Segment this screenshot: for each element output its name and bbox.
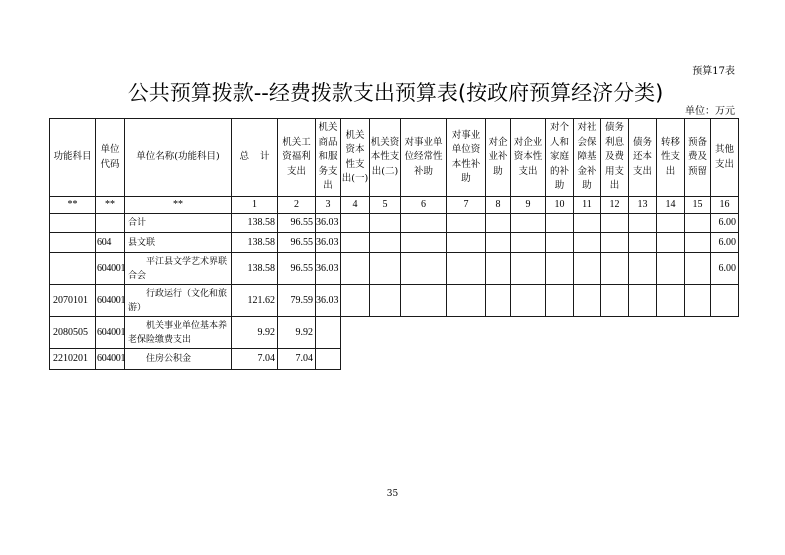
column-index: 12 (601, 197, 629, 214)
amount-cell (629, 233, 657, 253)
amount-cell (401, 233, 447, 253)
unit-code-cell (96, 214, 125, 233)
amount-cell (657, 285, 685, 317)
table-header (50, 119, 739, 214)
amount-cell (546, 317, 574, 349)
amount-cell (401, 317, 447, 349)
total-cell: 7.04 (232, 349, 278, 370)
amount-cell (657, 233, 685, 253)
column-header: 对个人和家庭的补助 (546, 119, 574, 197)
column-index: 16 (711, 197, 739, 214)
amount-cell (574, 285, 601, 317)
amount-cell (511, 349, 546, 370)
amount-cell (685, 233, 711, 253)
amount-cell: 36.03 (316, 214, 341, 233)
function-code-cell: 2210201 (50, 349, 96, 370)
column-index: 8 (486, 197, 511, 214)
amount-cell: 6.00 (711, 214, 739, 233)
amount-cell (341, 253, 370, 285)
unit-name-cell: 平江县文学艺术界联合会 (125, 253, 232, 285)
amount-cell (370, 317, 401, 349)
amount-cell: 6.00 (711, 253, 739, 285)
amount-cell (657, 253, 685, 285)
amount-cell: 96.55 (278, 233, 316, 253)
amount-cell (370, 233, 401, 253)
unit-code-cell: 604001 (96, 285, 125, 317)
amount-cell (486, 349, 511, 370)
amount-cell (370, 349, 401, 370)
amount-cell (629, 349, 657, 370)
unit-code-cell: 604 (96, 233, 125, 253)
column-header: 对企业补助 (486, 119, 511, 197)
total-cell: 138.58 (232, 253, 278, 285)
column-header: 单位代码 (96, 119, 125, 197)
column-index: 14 (657, 197, 685, 214)
column-index: 1 (232, 197, 278, 214)
unit-code-cell: 604001 (96, 317, 125, 349)
table-row (50, 317, 739, 349)
amount-cell (401, 285, 447, 317)
amount-cell (401, 214, 447, 233)
amount-cell (401, 349, 447, 370)
table-row (50, 233, 739, 253)
amount-cell (486, 317, 511, 349)
table-row (50, 349, 739, 370)
amount-cell (511, 317, 546, 349)
amount-cell: 96.55 (278, 253, 316, 285)
column-header: 债务利息及费用支出 (601, 119, 629, 197)
column-header: 其他支出 (711, 119, 739, 197)
unit-code-cell: 604001 (96, 253, 125, 285)
amount-cell: 96.55 (278, 214, 316, 233)
total-cell: 138.58 (232, 214, 278, 233)
amount-cell (511, 253, 546, 285)
column-header: 机关资本性支出(一) (341, 119, 370, 197)
amount-cell (574, 349, 601, 370)
function-code-cell: 2080505 (50, 317, 96, 349)
amount-cell (341, 214, 370, 233)
amount-cell (341, 317, 370, 349)
unit-name-cell: 县文联 (125, 233, 232, 253)
column-index: 11 (574, 197, 601, 214)
column-index: 9 (511, 197, 546, 214)
column-header: 功能科目 (50, 119, 96, 197)
amount-cell (341, 285, 370, 317)
amount-cell (711, 317, 739, 349)
amount-cell (657, 214, 685, 233)
amount-cell (486, 285, 511, 317)
amount-cell (574, 214, 601, 233)
column-header: 债务还本支出 (629, 119, 657, 197)
amount-cell: 79.59 (278, 285, 316, 317)
unit-name-cell: 住房公积金 (125, 349, 232, 370)
amount-cell (601, 253, 629, 285)
amount-cell (601, 285, 629, 317)
amount-cell (574, 317, 601, 349)
amount-cell: 36.03 (316, 253, 341, 285)
form-number-label: 预算17表 (692, 66, 735, 77)
column-header: 转移性支出 (657, 119, 685, 197)
column-header: 总 计 (232, 119, 278, 197)
amount-cell (685, 253, 711, 285)
unit-name-cell: 行政运行（文化和旅游） (125, 285, 232, 317)
budget-table (49, 118, 739, 370)
amount-cell (316, 349, 341, 370)
amount-cell (546, 233, 574, 253)
amount-cell (486, 253, 511, 285)
amount-cell (511, 233, 546, 253)
total-cell: 9.92 (232, 317, 278, 349)
function-code-cell (50, 253, 96, 285)
amount-cell (711, 349, 739, 370)
amount-cell (574, 253, 601, 285)
column-header: 对事业单位资本性补助 (447, 119, 486, 197)
column-index: 6 (401, 197, 447, 214)
function-code-cell (50, 214, 96, 233)
table-row (50, 253, 739, 285)
amount-cell (511, 214, 546, 233)
amount-cell (685, 214, 711, 233)
column-header: 对企业资本性支出 (511, 119, 546, 197)
amount-cell (447, 233, 486, 253)
amount-cell (546, 214, 574, 233)
column-index-row (50, 197, 739, 214)
column-index: ** (125, 197, 232, 214)
amount-cell (341, 349, 370, 370)
column-index: 7 (447, 197, 486, 214)
column-index: 5 (370, 197, 401, 214)
column-header: 机关资本性支出(二) (370, 119, 401, 197)
amount-cell (370, 285, 401, 317)
amount-cell (629, 214, 657, 233)
amount-cell (711, 285, 739, 317)
amount-cell (447, 253, 486, 285)
table-row (50, 214, 739, 233)
unit-name-cell: 机关事业单位基本养老保险缴费支出 (125, 317, 232, 349)
amount-cell (657, 317, 685, 349)
amount-cell (546, 253, 574, 285)
amount-cell (601, 214, 629, 233)
amount-cell: 36.03 (316, 233, 341, 253)
amount-cell (601, 317, 629, 349)
table-body (50, 214, 739, 370)
amount-cell (629, 285, 657, 317)
amount-cell (401, 253, 447, 285)
column-index: 15 (685, 197, 711, 214)
amount-cell (447, 214, 486, 233)
unit-label: 单位：万元 (685, 106, 735, 117)
amount-cell (316, 317, 341, 349)
amount-cell (486, 233, 511, 253)
amount-cell (657, 349, 685, 370)
amount-cell: 6.00 (711, 233, 739, 253)
column-index: 4 (341, 197, 370, 214)
amount-cell (370, 214, 401, 233)
column-header: 预备费及预留 (685, 119, 711, 197)
header-row (50, 119, 739, 197)
column-header: 单位名称(功能科目) (125, 119, 232, 197)
amount-cell (341, 233, 370, 253)
amount-cell (629, 317, 657, 349)
total-cell: 138.58 (232, 233, 278, 253)
column-header: 机关工资福利支出 (278, 119, 316, 197)
table-row (50, 285, 739, 317)
page-number: 35 (386, 489, 399, 499)
column-index: ** (50, 197, 96, 214)
amount-cell (486, 214, 511, 233)
amount-cell: 7.04 (278, 349, 316, 370)
amount-cell (370, 253, 401, 285)
amount-cell (685, 317, 711, 349)
amount-cell (447, 317, 486, 349)
amount-cell (447, 349, 486, 370)
unit-code-cell: 604001 (96, 349, 125, 370)
amount-cell (574, 233, 601, 253)
column-index: 10 (546, 197, 574, 214)
amount-cell (629, 253, 657, 285)
amount-cell (447, 285, 486, 317)
unit-name-cell: 合计 (125, 214, 232, 233)
column-index: ** (96, 197, 125, 214)
amount-cell (546, 349, 574, 370)
function-code-cell: 2070101 (50, 285, 96, 317)
amount-cell (546, 285, 574, 317)
function-code-cell (50, 233, 96, 253)
column-header: 机关商品和服务支出 (316, 119, 341, 197)
page-title: 公共预算拨款--经费拨款支出预算表(按政府预算经济分类) (127, 81, 664, 105)
amount-cell: 9.92 (278, 317, 316, 349)
column-header: 对社会保障基金补助 (574, 119, 601, 197)
column-index: 3 (316, 197, 341, 214)
total-cell: 121.62 (232, 285, 278, 317)
amount-cell (685, 349, 711, 370)
amount-cell: 36.03 (316, 285, 341, 317)
column-index: 2 (278, 197, 316, 214)
column-header: 对事业单位经常性补助 (401, 119, 447, 197)
column-index: 13 (629, 197, 657, 214)
amount-cell (511, 285, 546, 317)
amount-cell (685, 285, 711, 317)
amount-cell (601, 233, 629, 253)
amount-cell (601, 349, 629, 370)
